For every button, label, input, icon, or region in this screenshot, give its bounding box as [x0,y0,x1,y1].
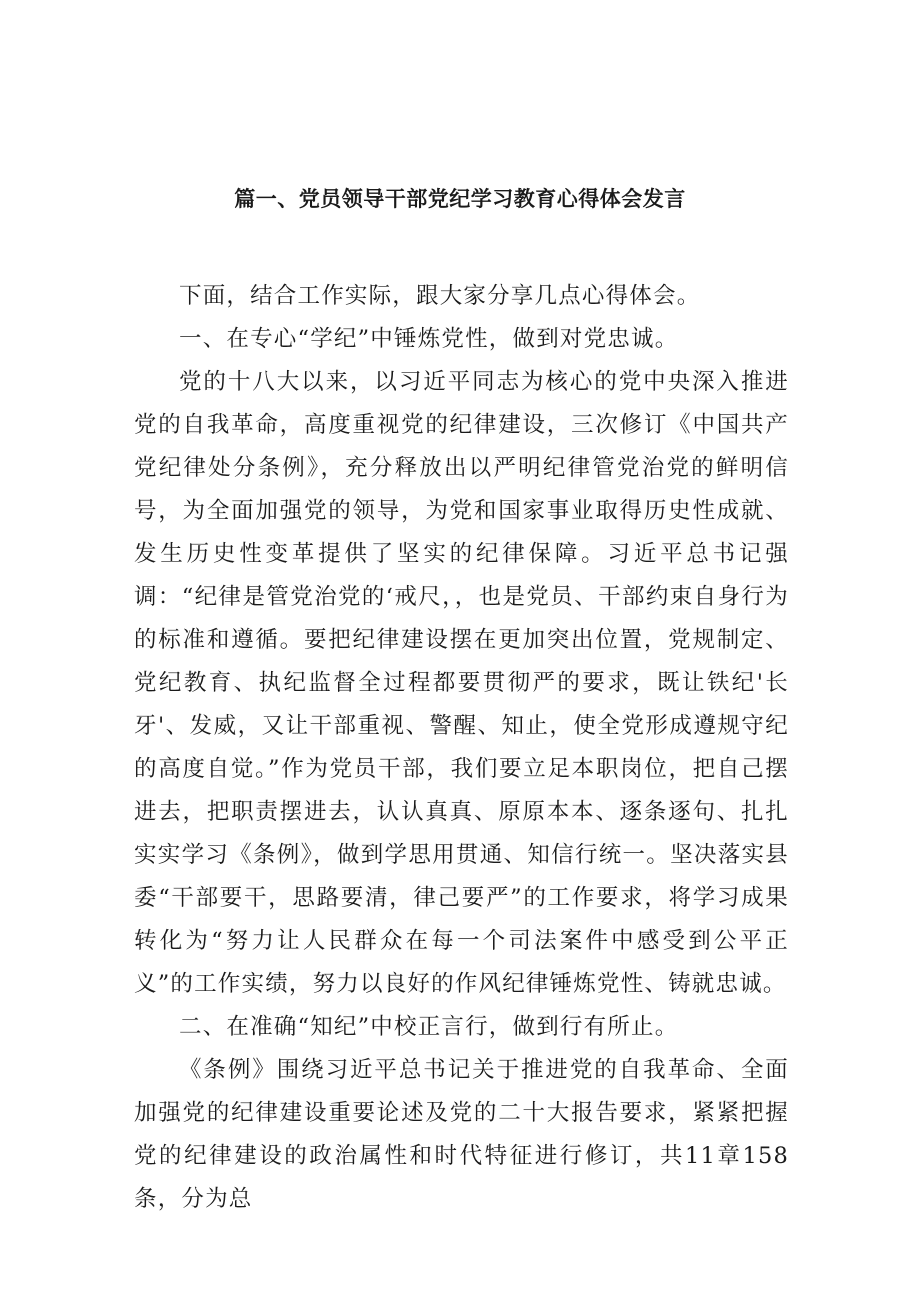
document-body [134,275,789,1221]
paragraph-section-1: 党的十八大以来，以习近平同志为核心的党中央深入推进党的自我革命，高度重视党的纪律建设，三次修订《中国共产党纪律处分条例》，充分释放出以严明纪律管党治党的鲜明信号，为全面加强党的领导，为党和国家事业取得历史性成就、发生历史性变革提供了坚实的纪律保障。习近平总书记强调：“纪律是管党治党的‘戒尺，，也是党员、干部约束自身行为的标准和遵循。要把纪律建设摆在更加突出位置，党规制定、党纪教育、执纪监督全过程都要贯彻严的要求，既让铁纪'长牙'、发威，又让干部重视、警醒、知止，使全党形成遵规守纪的高度自觉。”作为党员干部，我们要立足本职岗位，把自己摆进去，把职责摆进去，认认真真、原原本本、逐条逐句、扎扎实实学习《条例》，做到学思用贯通、知信行统一。坚决落实县委“干部要干，思路要清，律己要严”的工作要求，将学习成果转化为“努力让人民群众在每一个司法案件中感受到公平正义”的工作实绩，努力以良好的作风纪律锤炼党性、铸就忠诚。 [134,369,789,997]
section-heading-1: 一、在专心“学纪”中锤炼党性，做到对党忠诚。 [179,326,679,352]
section-heading-2: 二、在准确“知纪”中校正言行，做到行有所止。 [179,1014,679,1040]
paragraph-intro: 下面，结合工作实际，跟大家分享几点心得体会。 [179,283,701,309]
paragraph-section-2: 《条例》围绕习近平总书记关于推进党的自我革命、全面加强党的纪律建设重要论述及党的二十大报告要求，紧紧把握党的纪律建设的政治属性和时代特征进行修订，共11章158条，分为总 [134,1057,789,1212]
document-title: 篇一、党员领导干部党纪学习教育心得体会发言 [234,187,686,211]
